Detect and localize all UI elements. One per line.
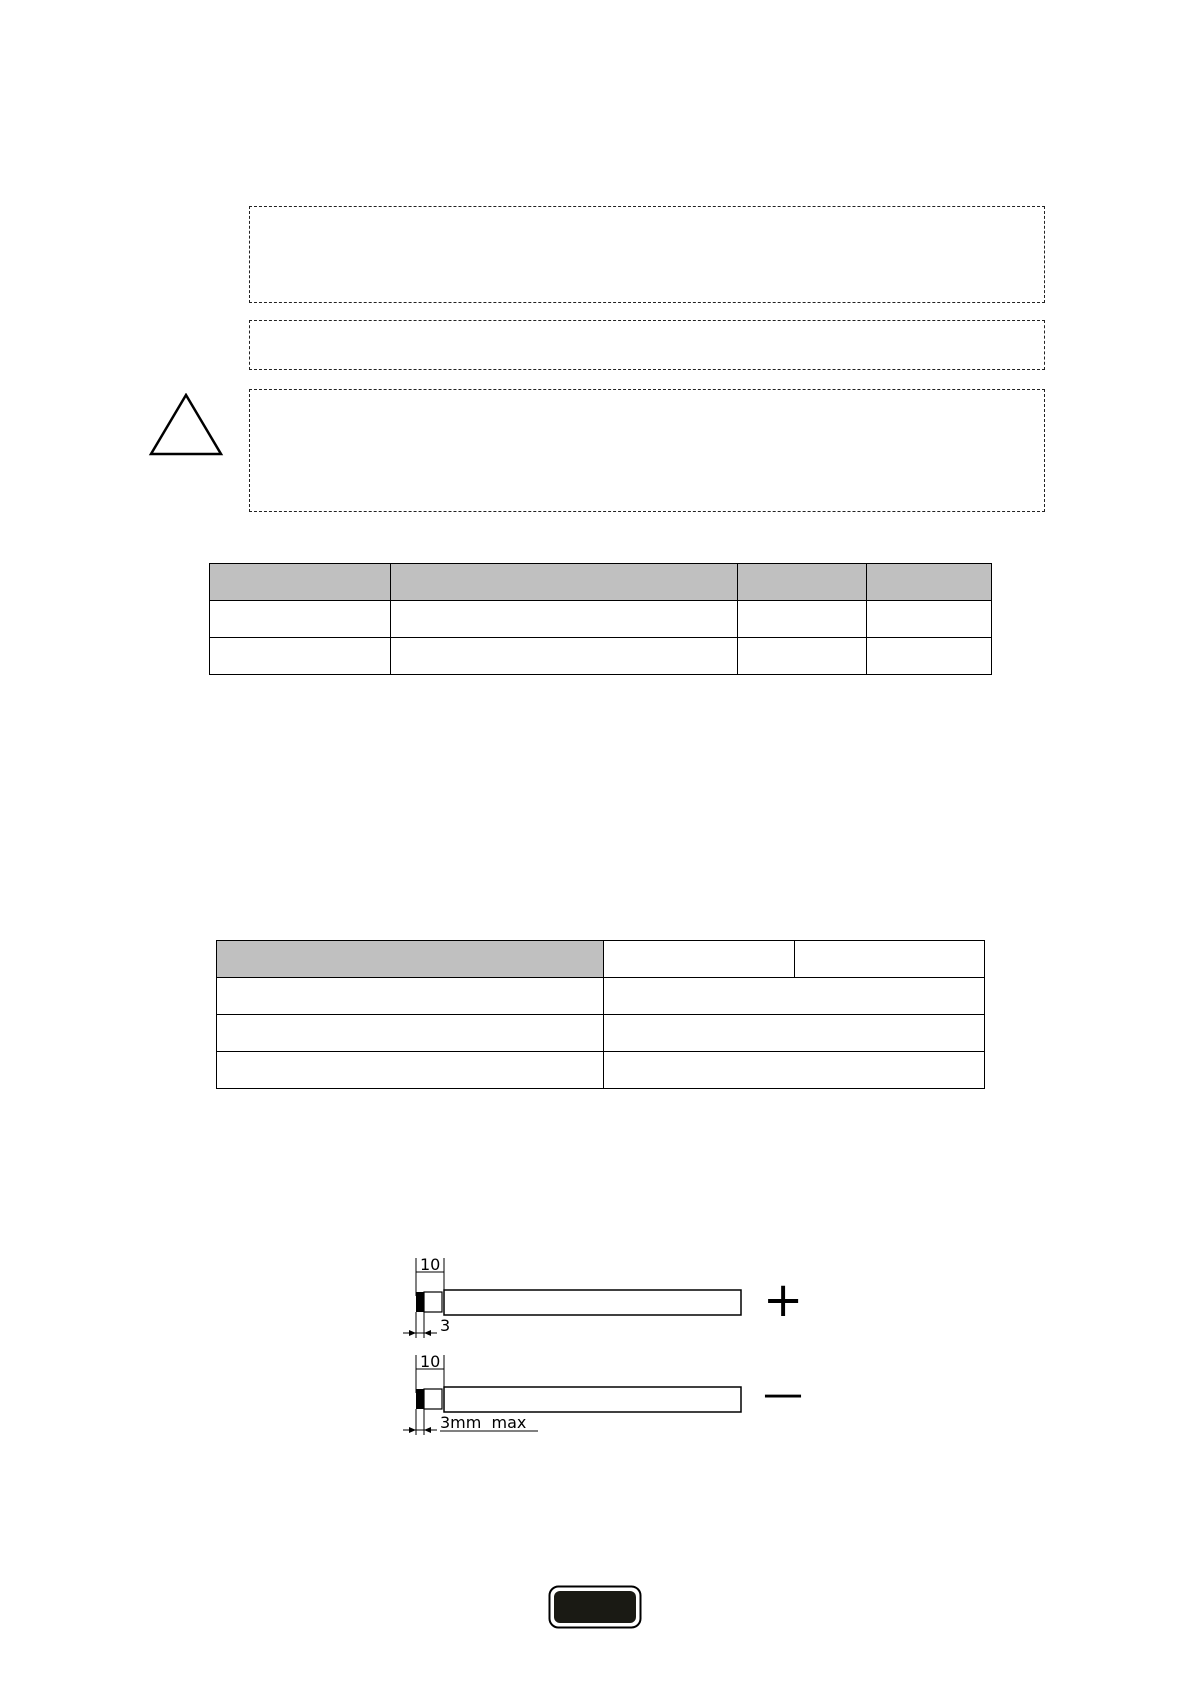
wire-strip-diagram xyxy=(395,1258,815,1458)
table-cell xyxy=(604,1015,985,1052)
table-header-cell xyxy=(391,564,738,601)
table-row xyxy=(217,1015,985,1052)
specification-table-2 xyxy=(216,940,985,1089)
table-header-cell xyxy=(795,941,985,978)
table-cell xyxy=(867,601,992,638)
table-header-row xyxy=(217,941,985,978)
table-cell xyxy=(391,638,738,675)
table-cell xyxy=(391,601,738,638)
table-row xyxy=(210,601,992,638)
notice-box-2 xyxy=(249,320,1045,370)
warning-box xyxy=(249,389,1045,512)
table-cell xyxy=(210,601,391,638)
table-row xyxy=(217,1052,985,1089)
table-cell xyxy=(217,1015,604,1052)
table-header-row xyxy=(210,564,992,601)
table-cell xyxy=(867,638,992,675)
table-cell xyxy=(604,978,985,1015)
specification-table-1 xyxy=(209,563,992,675)
plus-symbol-icon: + xyxy=(763,1272,804,1328)
table-header-cell xyxy=(867,564,992,601)
table-header-cell xyxy=(604,941,795,978)
warning-triangle-icon xyxy=(148,393,224,457)
positive-bottom-dimension: 3 xyxy=(440,1316,451,1335)
table-header-cell xyxy=(738,564,867,601)
negative-wire xyxy=(403,1352,803,1435)
notice-box-1 xyxy=(249,206,1045,303)
negative-bottom-dimension: 3mm max xyxy=(440,1413,527,1432)
table-cell xyxy=(217,1052,604,1089)
minus-symbol-icon: — xyxy=(763,1371,803,1417)
table-cell xyxy=(738,638,867,675)
positive-top-dimension: 10 xyxy=(420,1258,441,1274)
table-cell xyxy=(217,978,604,1015)
table-cell xyxy=(210,638,391,675)
page-number-badge xyxy=(548,1585,642,1629)
negative-top-dimension: 10 xyxy=(420,1352,441,1371)
table-header-cell xyxy=(217,941,604,978)
table-header-cell xyxy=(210,564,391,601)
table-row xyxy=(217,978,985,1015)
table-cell xyxy=(738,601,867,638)
table-row xyxy=(210,638,992,675)
table-cell xyxy=(604,1052,985,1089)
positive-wire xyxy=(403,1258,803,1338)
